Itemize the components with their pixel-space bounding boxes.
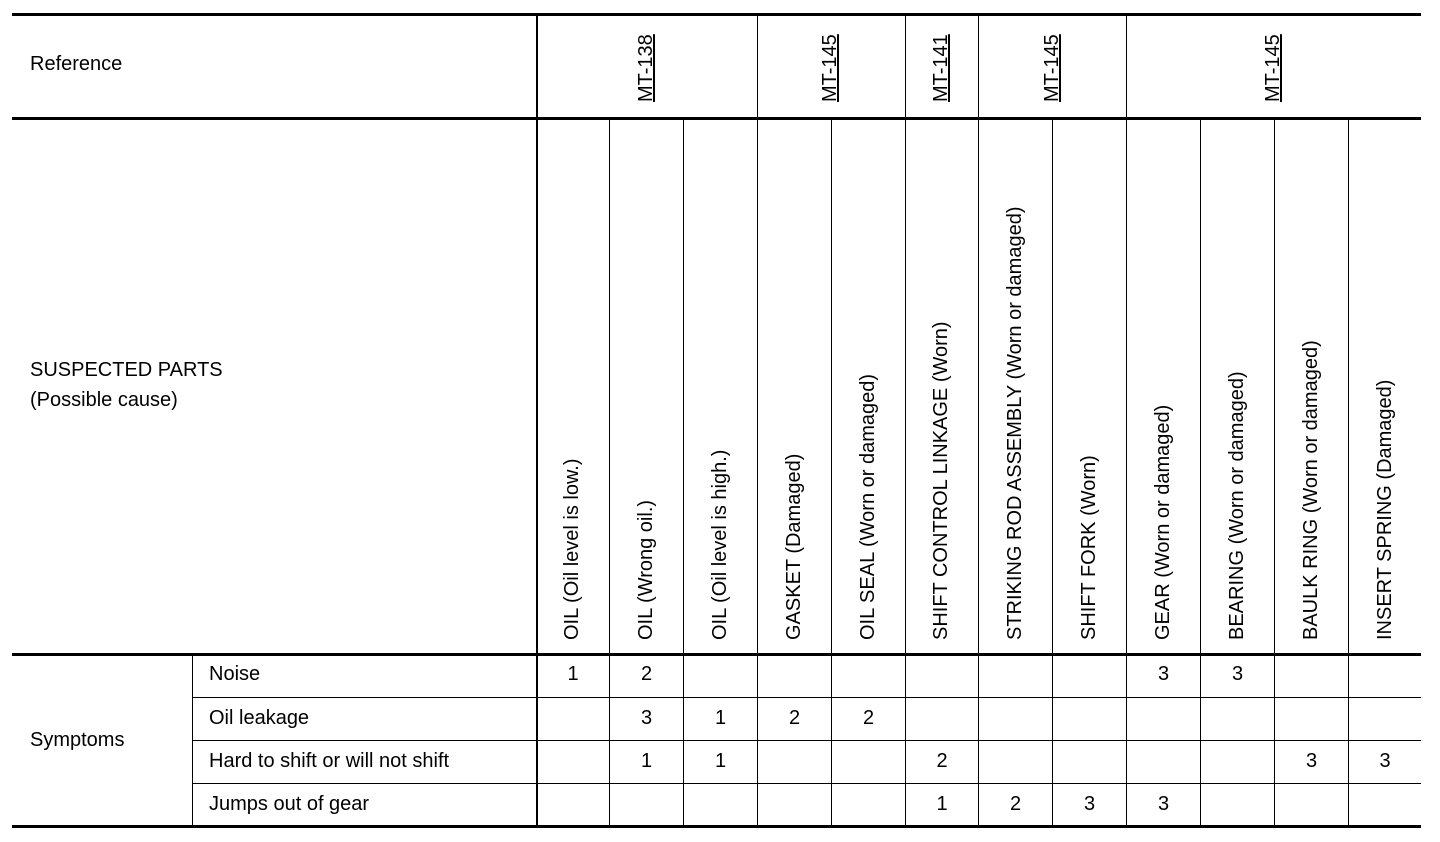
- part-baulk-ring: BAULK RING (Worn or damaged): [1300, 340, 1322, 640]
- table-cell: 3: [1305, 750, 1318, 772]
- column-line: [1274, 119, 1275, 826]
- symptom-jumps-out-of-gear: Jumps out of gear: [209, 793, 370, 815]
- column-line: [192, 655, 193, 826]
- reference-mt-145-c[interactable]: MT-145: [1262, 34, 1284, 102]
- part-shift-fork: SHIFT FORK (Worn): [1078, 455, 1100, 640]
- symptom-oil-leakage: Oil leakage: [209, 707, 310, 729]
- table-cell: 2: [788, 707, 801, 729]
- part-oil-wrong: OIL (Wrong oil.): [635, 499, 657, 640]
- reference-mt-145-a[interactable]: MT-145: [819, 34, 841, 102]
- table-cell: 3: [1083, 793, 1096, 815]
- table-cell: 1: [936, 793, 948, 815]
- parts-separator: [12, 653, 1421, 656]
- table-cell: 3: [1157, 663, 1170, 685]
- part-oil-level-high: OIL (Oil level is high.): [709, 449, 731, 640]
- symptom-hard-to-shift: Hard to shift or will not shift: [209, 750, 450, 772]
- column-line: [1126, 15, 1127, 826]
- row-line: [193, 783, 1421, 784]
- column-line: [757, 15, 758, 826]
- table-cell: 2: [1009, 793, 1022, 815]
- table-cell: 1: [714, 707, 727, 729]
- table-top-border: [12, 13, 1421, 16]
- column-line: [978, 15, 979, 826]
- table-cell: 2: [862, 707, 875, 729]
- reference-label: Reference: [30, 53, 123, 75]
- symptom-noise: Noise: [209, 663, 261, 685]
- table-cell: 2: [936, 750, 948, 772]
- part-gasket: GASKET (Damaged): [783, 453, 805, 640]
- suspected-parts-label: SUSPECTED PARTS: [30, 359, 223, 381]
- reference-mt-141[interactable]: MT-141: [930, 34, 952, 102]
- row-line: [193, 697, 1421, 698]
- table-cell: 3: [1231, 663, 1244, 685]
- table-cell: 3: [640, 707, 653, 729]
- column-line: [536, 15, 538, 826]
- table-cell: 1: [714, 750, 727, 772]
- part-insert-spring: INSERT SPRING (Damaged): [1374, 379, 1396, 640]
- part-striking-rod-assembly: STRIKING ROD ASSEMBLY (Worn or damaged): [1004, 206, 1026, 640]
- table-cell: 2: [640, 663, 653, 685]
- part-gear: GEAR (Worn or damaged): [1152, 404, 1174, 640]
- column-line: [905, 15, 906, 826]
- table-cell: 3: [1157, 793, 1170, 815]
- part-bearing: BEARING (Worn or damaged): [1226, 371, 1248, 640]
- header-separator: [12, 117, 1421, 120]
- part-oil-level-low: OIL (Oil level is low.): [561, 458, 583, 640]
- row-line: [193, 740, 1421, 741]
- part-oil-seal: OIL SEAL (Worn or damaged): [857, 373, 879, 640]
- table-cell: 1: [567, 663, 579, 685]
- table-cell: 3: [1379, 750, 1391, 772]
- column-line: [1200, 119, 1201, 826]
- part-shift-control-linkage: SHIFT CONTROL LINKAGE (Worn): [930, 321, 952, 640]
- column-line: [1348, 119, 1349, 826]
- table-cell: 1: [640, 750, 653, 772]
- reference-mt-138[interactable]: MT-138: [635, 34, 657, 102]
- reference-mt-145-b[interactable]: MT-145: [1041, 34, 1063, 102]
- symptoms-label: Symptoms: [30, 729, 125, 751]
- column-line: [1052, 119, 1053, 826]
- possible-cause-label: (Possible cause): [30, 389, 178, 411]
- table-bottom-border: [12, 825, 1421, 828]
